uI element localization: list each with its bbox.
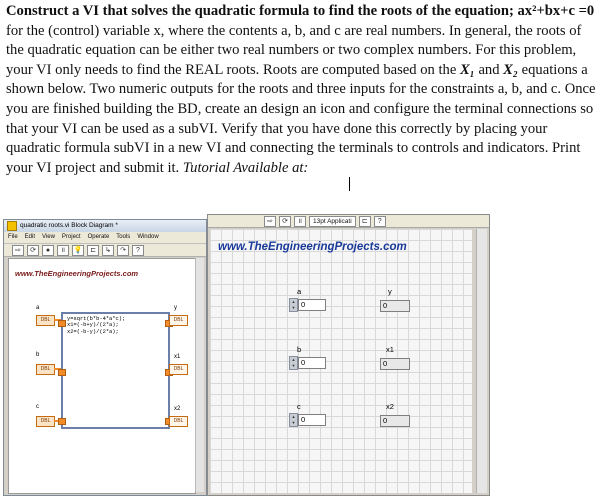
- fp-value-b[interactable]: 0: [298, 357, 326, 369]
- abort-icon[interactable]: ●: [42, 245, 54, 256]
- bd-label-y: y: [174, 305, 177, 311]
- increment-decrement-icon[interactable]: ▲ ▼: [289, 356, 298, 370]
- pause-icon[interactable]: ॥: [57, 245, 69, 256]
- fp-watermark: www.TheEngineeringProjects.com: [218, 241, 407, 253]
- problem-paragraph: [6, 2, 598, 178]
- bd-title: quadratic roots.vi Block Diagram *: [20, 222, 118, 229]
- menu-project[interactable]: Project: [61, 234, 81, 240]
- formula-node[interactable]: [61, 312, 170, 429]
- fp-value-a[interactable]: 0: [298, 299, 326, 311]
- menu-window[interactable]: Window: [137, 234, 159, 240]
- increment-decrement-icon[interactable]: ▲ ▼: [289, 413, 298, 427]
- menu-operate[interactable]: Operate: [87, 234, 110, 240]
- node-input-c[interactable]: [58, 418, 66, 425]
- bd-label-b: b: [36, 352, 40, 358]
- bd-titlebar: [4, 220, 206, 232]
- bd-label-x1: x1: [174, 354, 181, 360]
- formula-script: [67, 316, 125, 335]
- quadratic-equation: ax²+bx+c =0: [517, 3, 595, 19]
- bd-control-b[interactable]: DBL: [36, 364, 55, 375]
- root-x2-symbol: X₂: [503, 61, 518, 78]
- retain-wire-values-icon[interactable]: ⊏: [87, 245, 99, 256]
- fp-pause-icon[interactable]: ॥: [294, 216, 306, 227]
- fp-run-continuous-icon[interactable]: ⟳: [279, 216, 291, 227]
- and-word: and: [478, 61, 500, 78]
- root-x1-symbol: X₁: [459, 61, 475, 78]
- fp-vertical-scrollbar[interactable]: [476, 229, 487, 493]
- highlight-execution-icon[interactable]: 💡: [73, 246, 83, 254]
- bd-canvas: [8, 258, 196, 494]
- bd-vertical-scrollbar[interactable]: [195, 258, 204, 492]
- step-over-icon[interactable]: ↷: [117, 245, 129, 256]
- run-continuous-icon[interactable]: ⟳: [27, 245, 39, 256]
- problem-intro: for the (control) variable x, where the contents a, b, and c are real numbers. In general, the roots of the quadratic equation can be either two real numbers or two complex numbers. For this problem, your VI only needs to find the REAL roots. Roots are computed based on the: [6, 22, 582, 78]
- bd-indicator-y[interactable]: DBL: [169, 315, 188, 326]
- increment-decrement-icon[interactable]: ▲ ▼: [289, 298, 298, 312]
- problem-heading: Construct a VI that solves the quadratic formula to find the roots of the equation;: [6, 3, 514, 19]
- fp-indicator-x2: 0: [380, 415, 410, 427]
- tutorial-note: Tutorial Available at:: [182, 159, 309, 176]
- bd-control-c[interactable]: DBL: [36, 416, 55, 427]
- block-diagram-window: [3, 219, 207, 496]
- bd-menubar: [4, 232, 206, 244]
- fp-label-y: y: [388, 287, 392, 296]
- text-cursor: [349, 177, 356, 191]
- fp-control-c[interactable]: [289, 414, 326, 426]
- fp-control-b[interactable]: [289, 357, 326, 369]
- bd-label-x2: x2: [174, 406, 181, 412]
- fp-indicator-y: 0: [380, 300, 410, 312]
- fp-indicator-x1: 0: [380, 358, 410, 370]
- fp-value-c[interactable]: 0: [298, 414, 326, 426]
- fp-control-a[interactable]: [289, 299, 326, 311]
- fp-label-c: c: [297, 402, 301, 411]
- fp-run-icon[interactable]: ⇨: [264, 216, 276, 227]
- menu-view[interactable]: View: [42, 234, 55, 240]
- align-icon[interactable]: ⊏: [359, 216, 371, 227]
- bd-indicator-x2[interactable]: DBL: [169, 416, 188, 427]
- bd-control-a[interactable]: DBL: [36, 315, 55, 326]
- formula-line-y: y=sqrt(b*b-4*a*c);: [67, 316, 126, 322]
- fp-label-x2: x2: [386, 402, 394, 411]
- font-selector[interactable]: 13pt Applicati: [309, 216, 356, 227]
- problem-instructions: equations a shown below. Two numeric outputs for the roots and three inputs for the constraints a, b, and c. Once you are finished building the BD, create an design an icon and configure the terminal connections so that your VI can be used as a subVI. Verify that you have done this correctly by placing your quadratic formula subVI in a new VI and connecting the terminals to controls and indicators. Print your VI project and submit it.: [6, 61, 596, 176]
- run-arrow-icon[interactable]: ⇨: [12, 245, 24, 256]
- bd-label-c: c: [36, 404, 39, 410]
- menu-file[interactable]: File: [8, 234, 18, 240]
- fp-label-a: a: [297, 287, 302, 296]
- bd-indicator-x1[interactable]: DBL: [169, 364, 188, 375]
- menu-edit[interactable]: Edit: [24, 234, 36, 240]
- context-help-icon[interactable]: ?: [132, 245, 144, 256]
- fp-label-x1: x1: [386, 345, 394, 354]
- formula-line-x2: x2=(-b-y)/(2*a);: [67, 328, 119, 335]
- menu-tools[interactable]: Tools: [116, 234, 131, 240]
- problem-text: [6, 2, 598, 178]
- labview-app-icon: [7, 221, 17, 231]
- formula-line-x1: x1=(-b+y)/(2*a);: [67, 322, 119, 329]
- node-input-b[interactable]: [58, 369, 66, 376]
- bd-label-a: a: [36, 305, 40, 311]
- front-panel-window: [207, 214, 490, 496]
- fp-help-icon[interactable]: ?: [374, 216, 386, 227]
- fp-toolbar: [208, 215, 489, 228]
- fp-canvas: [210, 229, 472, 493]
- bd-watermark: www.TheEngineeringProjects.com: [15, 269, 139, 278]
- step-into-icon[interactable]: ↳: [102, 245, 114, 256]
- node-input-a[interactable]: [58, 320, 66, 327]
- bd-toolbar: [4, 244, 206, 257]
- fp-label-b: b: [297, 345, 302, 354]
